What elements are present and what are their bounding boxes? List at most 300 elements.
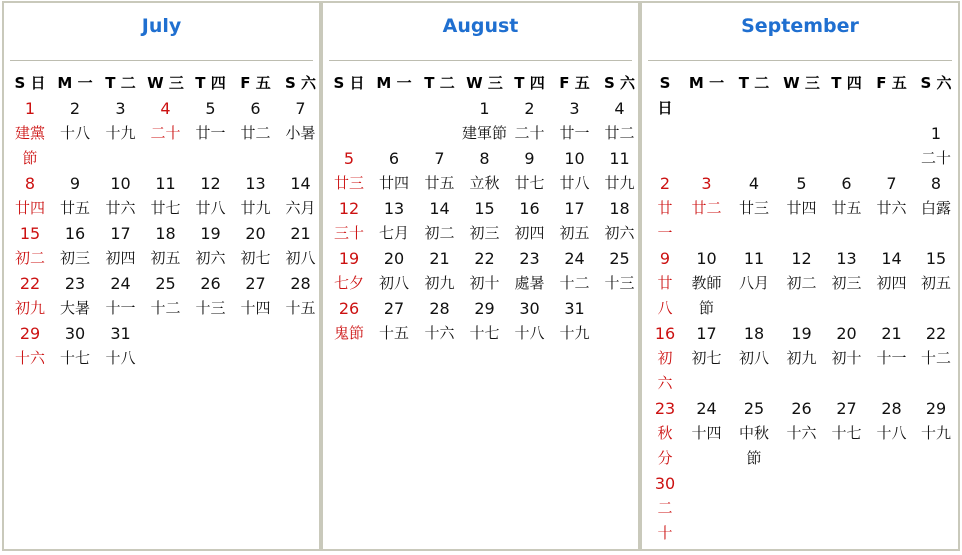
day-cell[interactable] bbox=[597, 96, 642, 146]
day-number: 8 bbox=[479, 149, 490, 168]
day-cell[interactable] bbox=[779, 171, 824, 246]
day-number: 23 bbox=[64, 274, 86, 293]
lunar-date: 初七 bbox=[691, 349, 722, 367]
day-cell[interactable] bbox=[869, 321, 914, 396]
day-cell[interactable] bbox=[188, 221, 233, 271]
day-number: 9 bbox=[524, 149, 535, 168]
day-cell[interactable] bbox=[143, 271, 188, 321]
weekday-header: S 六 bbox=[603, 74, 636, 92]
day-number: 11 bbox=[609, 149, 630, 168]
day-cell[interactable] bbox=[646, 321, 684, 396]
day-number: 4 bbox=[748, 174, 760, 193]
lunar-date: 初八 bbox=[285, 249, 316, 267]
lunar-date: 廿四 bbox=[786, 199, 817, 217]
lunar-date: 初九 bbox=[786, 349, 817, 367]
day-cell[interactable] bbox=[371, 296, 417, 346]
day-cell[interactable] bbox=[684, 171, 729, 246]
day-number: 6 bbox=[388, 149, 400, 168]
day-number: 16 bbox=[64, 224, 86, 243]
lunar-date: 廿七 bbox=[514, 174, 545, 192]
day-cell[interactable] bbox=[462, 246, 507, 296]
day-cell[interactable] bbox=[597, 146, 642, 196]
day-cell[interactable] bbox=[552, 196, 597, 246]
day-number: 11 bbox=[743, 249, 765, 268]
day-number: 11 bbox=[155, 174, 176, 193]
month-title: September bbox=[741, 15, 859, 37]
day-cell[interactable] bbox=[188, 171, 233, 221]
day-cell[interactable] bbox=[869, 246, 914, 321]
lunar-date: 十二 bbox=[150, 299, 181, 317]
day-number: 4 bbox=[614, 99, 625, 118]
day-number: 18 bbox=[609, 199, 630, 218]
day-cell[interactable] bbox=[729, 321, 779, 396]
lunar-date: 初五 bbox=[150, 249, 181, 267]
day-number: 30 bbox=[519, 299, 540, 318]
day-cell[interactable] bbox=[233, 171, 278, 221]
weekday-header: T 四 bbox=[514, 74, 545, 92]
weekday-header: S 日 bbox=[333, 74, 365, 92]
lunar-date: 十四 bbox=[240, 299, 271, 317]
weekday-header: F 五 bbox=[876, 74, 907, 92]
day-number: 16 bbox=[519, 199, 540, 218]
lunar-date: 十八 bbox=[514, 324, 545, 342]
lunar-date: 秋分 bbox=[657, 424, 673, 467]
lunar-date: 初二 bbox=[786, 274, 817, 292]
weekday-header: S 六 bbox=[920, 74, 952, 92]
lunar-date: 廿五 bbox=[424, 174, 455, 192]
day-grid bbox=[8, 71, 315, 371]
lunar-date: 初四 bbox=[514, 224, 545, 242]
lunar-date: 十七 bbox=[59, 349, 90, 367]
day-cell[interactable] bbox=[824, 246, 869, 321]
day-number: 21 bbox=[429, 249, 450, 268]
lunar-date: 十九 bbox=[105, 124, 136, 142]
lunar-date: 十三 bbox=[195, 299, 226, 317]
lunar-date: 廿九 bbox=[604, 174, 635, 192]
day-number: 1 bbox=[479, 99, 490, 118]
day-number: 1 bbox=[930, 124, 942, 143]
lunar-date: 初四 bbox=[876, 274, 907, 292]
day-grid bbox=[646, 71, 954, 546]
day-number: 31 bbox=[110, 324, 131, 343]
lunar-date: 二十 bbox=[514, 124, 545, 142]
lunar-date: 廿一 bbox=[195, 124, 226, 142]
day-number: 18 bbox=[155, 224, 176, 243]
day-number: 23 bbox=[519, 249, 540, 268]
day-cell[interactable] bbox=[188, 96, 233, 171]
day-cell[interactable] bbox=[914, 246, 958, 321]
day-cell[interactable] bbox=[278, 221, 323, 271]
lunar-date: 小暑 bbox=[285, 124, 316, 142]
day-number: 9 bbox=[659, 249, 671, 268]
day-cell[interactable] bbox=[729, 246, 779, 321]
lunar-date: 七月 bbox=[378, 224, 409, 242]
day-cell[interactable] bbox=[462, 196, 507, 246]
lunar-date: 教師節 bbox=[691, 274, 722, 317]
lunar-date: 初六 bbox=[657, 349, 673, 392]
day-number: 6 bbox=[250, 99, 261, 118]
day-cell[interactable] bbox=[98, 171, 143, 221]
day-number: 17 bbox=[564, 199, 585, 218]
day-cell[interactable] bbox=[143, 221, 188, 271]
day-cell[interactable] bbox=[779, 396, 824, 471]
day-number: 7 bbox=[295, 99, 306, 118]
weekday-header: M 一 bbox=[57, 74, 93, 92]
month-title: July bbox=[141, 15, 182, 37]
day-cell[interactable] bbox=[552, 296, 597, 346]
lunar-date: 處暑 bbox=[514, 274, 545, 292]
lunar-date: 初九 bbox=[424, 274, 455, 292]
weekday-header: T 四 bbox=[831, 74, 862, 92]
lunar-date: 十一 bbox=[876, 349, 907, 367]
day-number: 27 bbox=[836, 399, 857, 418]
day-number: 31 bbox=[564, 299, 585, 318]
lunar-date: 十九 bbox=[559, 324, 590, 342]
day-cell[interactable] bbox=[462, 296, 507, 346]
lunar-date: 廿一 bbox=[657, 199, 673, 242]
day-cell[interactable] bbox=[278, 96, 323, 171]
day-number: 25 bbox=[743, 399, 765, 418]
lunar-date: 十六 bbox=[14, 349, 45, 367]
lunar-date: 初三 bbox=[831, 274, 862, 292]
empty-cell bbox=[327, 96, 371, 146]
day-cell[interactable] bbox=[507, 196, 552, 246]
month-august bbox=[321, 1, 640, 551]
lunar-date: 初十 bbox=[469, 274, 500, 292]
weekday-header: M 一 bbox=[688, 74, 725, 92]
day-cell[interactable] bbox=[8, 271, 52, 321]
day-number: 30 bbox=[654, 474, 676, 493]
lunar-date: 十九 bbox=[920, 424, 951, 442]
weekday-header: S 日 bbox=[657, 74, 673, 117]
day-number: 7 bbox=[886, 174, 897, 193]
day-cell[interactable] bbox=[327, 196, 371, 246]
lunar-date: 大暑 bbox=[59, 299, 90, 317]
lunar-date: 七夕 bbox=[333, 274, 364, 292]
day-cell[interactable] bbox=[684, 321, 729, 396]
day-cell[interactable] bbox=[52, 171, 98, 221]
lunar-date: 六月 bbox=[285, 199, 316, 217]
day-cell[interactable] bbox=[98, 321, 143, 371]
day-number: 9 bbox=[69, 174, 81, 193]
lunar-date: 十一 bbox=[105, 299, 136, 317]
day-cell[interactable] bbox=[278, 171, 323, 221]
day-cell[interactable] bbox=[646, 246, 684, 321]
day-cell[interactable] bbox=[8, 96, 52, 171]
day-number: 29 bbox=[474, 299, 495, 318]
day-cell[interactable] bbox=[684, 246, 729, 321]
day-cell[interactable] bbox=[8, 221, 52, 271]
day-cell[interactable] bbox=[869, 171, 914, 246]
lunar-date: 十八 bbox=[876, 424, 907, 442]
lunar-date: 廿三 bbox=[333, 174, 364, 192]
day-number: 19 bbox=[200, 224, 221, 243]
lunar-date: 初十 bbox=[831, 349, 862, 367]
day-cell[interactable] bbox=[914, 396, 958, 471]
lunar-date: 廿一 bbox=[559, 124, 590, 142]
day-cell[interactable] bbox=[52, 321, 98, 371]
lunar-date: 初四 bbox=[105, 249, 136, 267]
day-cell[interactable] bbox=[646, 396, 684, 471]
day-number: 29 bbox=[925, 399, 947, 418]
weekday-header: M 一 bbox=[376, 74, 412, 92]
day-number: 20 bbox=[245, 224, 266, 243]
lunar-date: 中秋節 bbox=[738, 424, 769, 467]
lunar-date: 建軍節 bbox=[462, 124, 508, 142]
day-cell[interactable] bbox=[462, 146, 507, 196]
lunar-date: 初五 bbox=[920, 274, 951, 292]
lunar-date: 十二 bbox=[920, 349, 951, 367]
day-number: 28 bbox=[429, 299, 450, 318]
day-number: 26 bbox=[338, 299, 360, 318]
day-number: 5 bbox=[205, 99, 216, 118]
lunar-date: 廿四 bbox=[378, 174, 409, 192]
lunar-date: 二十 bbox=[920, 149, 951, 167]
lunar-date: 廿三 bbox=[738, 199, 769, 217]
day-cell[interactable] bbox=[327, 146, 371, 196]
day-cell[interactable] bbox=[779, 321, 824, 396]
day-cell[interactable] bbox=[52, 96, 98, 171]
day-cell[interactable] bbox=[371, 246, 417, 296]
lunar-date: 建黨節 bbox=[14, 124, 45, 167]
lunar-date: 初三 bbox=[59, 249, 90, 267]
day-cell[interactable] bbox=[8, 171, 52, 221]
day-number: 24 bbox=[110, 274, 131, 293]
day-number: 15 bbox=[925, 249, 947, 268]
lunar-date: 十七 bbox=[831, 424, 862, 442]
day-number: 5 bbox=[343, 149, 355, 168]
day-cell[interactable] bbox=[507, 146, 552, 196]
day-number: 6 bbox=[841, 174, 852, 193]
month-september bbox=[640, 1, 960, 551]
day-cell[interactable] bbox=[52, 221, 98, 271]
day-number: 26 bbox=[791, 399, 812, 418]
lunar-date: 三十 bbox=[333, 224, 364, 242]
day-cell[interactable] bbox=[779, 246, 824, 321]
day-number: 23 bbox=[654, 399, 676, 418]
day-cell[interactable] bbox=[729, 171, 779, 246]
day-cell[interactable] bbox=[143, 171, 188, 221]
lunar-date: 十六 bbox=[424, 324, 455, 342]
day-cell[interactable] bbox=[188, 271, 233, 321]
lunar-date: 廿七 bbox=[150, 199, 181, 217]
weekday-header: T 四 bbox=[195, 74, 226, 92]
day-number: 18 bbox=[743, 324, 765, 343]
day-number: 22 bbox=[19, 274, 41, 293]
day-cell[interactable] bbox=[143, 96, 188, 171]
title-divider bbox=[648, 60, 952, 61]
day-cell[interactable] bbox=[507, 96, 552, 146]
day-number: 2 bbox=[659, 174, 671, 193]
title-divider bbox=[10, 60, 313, 61]
day-cell[interactable] bbox=[552, 146, 597, 196]
day-cell[interactable] bbox=[824, 171, 869, 246]
day-cell[interactable] bbox=[327, 296, 371, 346]
day-number: 22 bbox=[474, 249, 495, 268]
day-cell[interactable] bbox=[417, 196, 462, 246]
day-number: 15 bbox=[474, 199, 495, 218]
day-cell[interactable] bbox=[8, 321, 52, 371]
empty-cell bbox=[779, 121, 824, 171]
day-number: 17 bbox=[110, 224, 131, 243]
day-number: 21 bbox=[881, 324, 902, 343]
weekday-header: S 日 bbox=[14, 74, 46, 92]
day-cell[interactable] bbox=[824, 321, 869, 396]
weekday-header: W 三 bbox=[466, 74, 503, 92]
empty-cell bbox=[371, 96, 417, 146]
day-number: 28 bbox=[290, 274, 311, 293]
lunar-date: 廿二 bbox=[691, 199, 722, 217]
weekday-header: F 五 bbox=[240, 74, 271, 92]
day-number: 13 bbox=[245, 174, 266, 193]
lunar-date: 二十 bbox=[657, 499, 673, 542]
day-cell[interactable] bbox=[462, 96, 507, 146]
lunar-date: 廿二 bbox=[604, 124, 635, 142]
lunar-date: 初五 bbox=[559, 224, 590, 242]
lunar-date: 十八 bbox=[59, 124, 90, 142]
day-number: 2 bbox=[69, 99, 81, 118]
day-cell[interactable] bbox=[914, 321, 958, 396]
day-number: 1 bbox=[24, 99, 36, 118]
day-cell[interactable] bbox=[233, 271, 278, 321]
day-number: 20 bbox=[836, 324, 857, 343]
day-number: 25 bbox=[155, 274, 176, 293]
day-cell[interactable] bbox=[233, 96, 278, 171]
day-cell[interactable] bbox=[417, 296, 462, 346]
day-number: 2 bbox=[524, 99, 535, 118]
day-cell[interactable] bbox=[417, 246, 462, 296]
day-number: 13 bbox=[836, 249, 857, 268]
day-cell[interactable] bbox=[914, 171, 958, 246]
day-number: 22 bbox=[925, 324, 947, 343]
lunar-date: 十五 bbox=[285, 299, 316, 317]
lunar-date: 十六 bbox=[786, 424, 817, 442]
day-cell[interactable] bbox=[684, 396, 729, 471]
day-number: 20 bbox=[383, 249, 405, 268]
day-number: 3 bbox=[701, 174, 712, 193]
lunar-date: 初九 bbox=[14, 299, 45, 317]
lunar-date: 初六 bbox=[195, 249, 226, 267]
lunar-date: 廿六 bbox=[876, 199, 907, 217]
lunar-date: 初七 bbox=[240, 249, 271, 267]
day-number: 15 bbox=[19, 224, 41, 243]
lunar-date: 初二 bbox=[14, 249, 45, 267]
day-cell[interactable] bbox=[278, 271, 323, 321]
day-number: 24 bbox=[696, 399, 717, 418]
lunar-date: 十二 bbox=[559, 274, 590, 292]
day-cell[interactable] bbox=[371, 146, 417, 196]
day-number: 5 bbox=[796, 174, 807, 193]
lunar-date: 二十 bbox=[150, 124, 181, 142]
day-number: 8 bbox=[930, 174, 942, 193]
day-number: 17 bbox=[696, 324, 717, 343]
day-number: 12 bbox=[338, 199, 360, 218]
lunar-date: 廿六 bbox=[105, 199, 136, 217]
lunar-date: 初八 bbox=[378, 274, 409, 292]
day-cell[interactable] bbox=[507, 296, 552, 346]
weekday-header: W 三 bbox=[147, 74, 184, 92]
day-cell[interactable] bbox=[597, 246, 642, 296]
day-number: 14 bbox=[429, 199, 450, 218]
day-number: 10 bbox=[564, 149, 585, 168]
day-number: 10 bbox=[696, 249, 717, 268]
lunar-date: 白露 bbox=[920, 199, 951, 217]
day-cell[interactable] bbox=[371, 196, 417, 246]
day-number: 30 bbox=[64, 324, 86, 343]
day-cell[interactable] bbox=[98, 271, 143, 321]
day-cell[interactable] bbox=[914, 121, 958, 171]
day-number: 21 bbox=[290, 224, 311, 243]
empty-cell bbox=[417, 96, 462, 146]
day-cell[interactable] bbox=[869, 396, 914, 471]
lunar-date: 十三 bbox=[604, 274, 635, 292]
empty-cell bbox=[684, 121, 729, 171]
day-number: 24 bbox=[564, 249, 585, 268]
lunar-date: 十五 bbox=[378, 324, 409, 342]
lunar-date: 十八 bbox=[105, 349, 136, 367]
day-cell[interactable] bbox=[327, 246, 371, 296]
lunar-date: 廿五 bbox=[831, 199, 862, 217]
day-number: 3 bbox=[569, 99, 580, 118]
day-number: 14 bbox=[881, 249, 902, 268]
weekday-header: F 五 bbox=[559, 74, 590, 92]
day-number: 12 bbox=[200, 174, 221, 193]
empty-cell bbox=[824, 121, 869, 171]
day-cell[interactable] bbox=[98, 221, 143, 271]
lunar-date: 初八 bbox=[738, 349, 769, 367]
day-cell[interactable] bbox=[646, 171, 684, 246]
weekday-header: S 六 bbox=[284, 74, 317, 92]
day-cell[interactable] bbox=[597, 196, 642, 246]
day-number: 14 bbox=[290, 174, 311, 193]
day-number: 10 bbox=[110, 174, 131, 193]
day-number: 12 bbox=[791, 249, 812, 268]
day-cell[interactable] bbox=[98, 96, 143, 171]
day-cell[interactable] bbox=[552, 246, 597, 296]
day-number: 28 bbox=[881, 399, 902, 418]
month-title: August bbox=[442, 15, 519, 37]
lunar-date: 八月 bbox=[738, 274, 769, 292]
day-number: 19 bbox=[338, 249, 360, 268]
lunar-date: 廿五 bbox=[59, 199, 90, 217]
day-cell[interactable] bbox=[233, 221, 278, 271]
lunar-date: 初二 bbox=[424, 224, 455, 242]
day-cell[interactable] bbox=[417, 146, 462, 196]
empty-cell bbox=[646, 121, 684, 171]
lunar-date: 十七 bbox=[469, 324, 500, 342]
lunar-date: 廿八 bbox=[559, 174, 590, 192]
weekday-header: T 二 bbox=[738, 74, 770, 92]
day-cell[interactable] bbox=[824, 396, 869, 471]
empty-cell bbox=[869, 121, 914, 171]
day-number: 27 bbox=[245, 274, 266, 293]
day-number: 29 bbox=[19, 324, 41, 343]
day-cell[interactable] bbox=[507, 246, 552, 296]
lunar-date: 十四 bbox=[691, 424, 722, 442]
day-number: 16 bbox=[654, 324, 676, 343]
empty-cell bbox=[729, 121, 779, 171]
day-number: 19 bbox=[791, 324, 812, 343]
day-number: 26 bbox=[200, 274, 221, 293]
day-cell[interactable] bbox=[646, 471, 684, 546]
day-cell[interactable] bbox=[52, 271, 98, 321]
lunar-date: 廿四 bbox=[14, 199, 45, 217]
day-number: 4 bbox=[160, 99, 171, 118]
day-cell[interactable] bbox=[729, 396, 779, 471]
day-cell[interactable] bbox=[552, 96, 597, 146]
weekday-header: T 二 bbox=[424, 74, 455, 92]
weekday-header: W 三 bbox=[783, 74, 820, 92]
